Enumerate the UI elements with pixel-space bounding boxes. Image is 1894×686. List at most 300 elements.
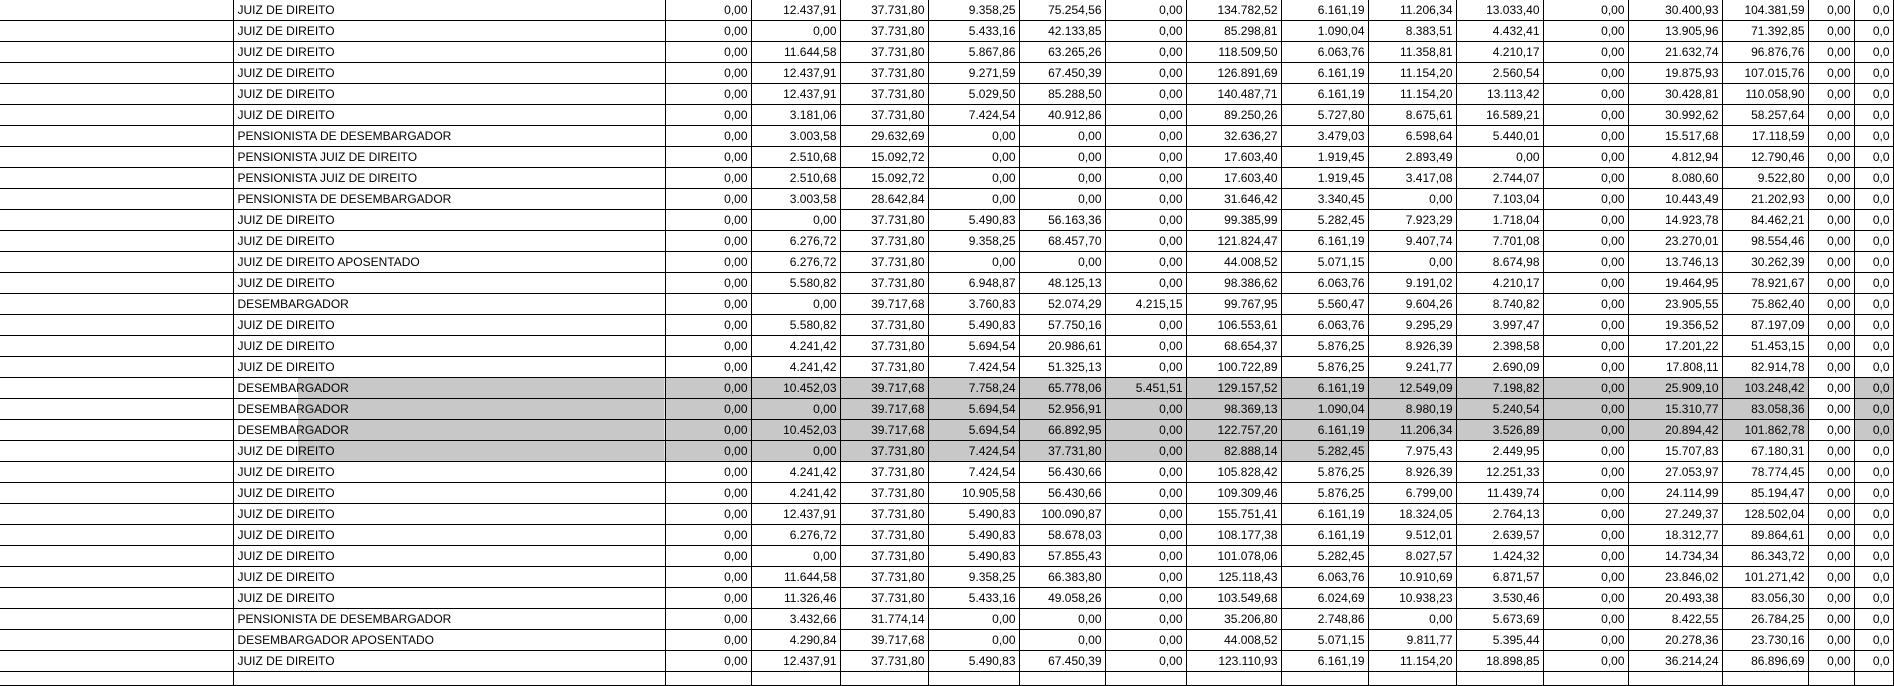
value-cell[interactable]: 18.898,85 xyxy=(1456,651,1543,672)
value-cell[interactable]: 15.092,72 xyxy=(840,147,928,168)
value-cell[interactable]: 4.290,84 xyxy=(751,630,840,651)
value-cell[interactable]: 85.194,47 xyxy=(1722,483,1808,504)
cargo-cell[interactable]: DESEMBARGADOR xyxy=(233,420,665,441)
value-cell[interactable]: 28.642,84 xyxy=(840,189,928,210)
value-cell[interactable]: 5.240,54 xyxy=(1456,399,1543,420)
value-cell[interactable]: 5.451,51 xyxy=(1105,378,1186,399)
value-cell[interactable]: 2.398,58 xyxy=(1456,336,1543,357)
value-cell[interactable]: 57.855,43 xyxy=(1019,546,1105,567)
value-cell[interactable]: 0,00 xyxy=(1808,21,1854,42)
value-cell[interactable]: 12.790,46 xyxy=(1722,147,1808,168)
value-cell[interactable]: 66.892,95 xyxy=(1019,420,1105,441)
value-cell[interactable]: 1.090,04 xyxy=(1281,399,1368,420)
value-cell[interactable]: 109.309,46 xyxy=(1186,483,1281,504)
value-cell[interactable]: 0,00 xyxy=(665,525,751,546)
value-cell[interactable]: 23.846,02 xyxy=(1628,567,1722,588)
value-cell[interactable]: 0,00 xyxy=(928,609,1019,630)
row-header-cell[interactable] xyxy=(0,147,233,168)
value-cell[interactable]: 17.201,22 xyxy=(1628,336,1722,357)
value-cell[interactable]: 37.731,80 xyxy=(840,483,928,504)
value-cell[interactable]: 19.464,95 xyxy=(1628,273,1722,294)
value-cell[interactable]: 0,00 xyxy=(1105,0,1186,21)
table-row[interactable] xyxy=(0,42,1893,63)
value-cell[interactable]: 4.241,42 xyxy=(751,336,840,357)
value-cell[interactable]: 0,00 xyxy=(1808,105,1854,126)
value-cell[interactable]: 0,00 xyxy=(1543,504,1628,525)
row-header-cell[interactable] xyxy=(0,84,233,105)
table-row[interactable] xyxy=(0,399,1893,420)
value-cell[interactable]: 49.058,26 xyxy=(1019,588,1105,609)
value-cell[interactable]: 0,0 xyxy=(1854,588,1893,609)
value-cell[interactable]: 11.154,20 xyxy=(1368,651,1456,672)
row-header-cell[interactable] xyxy=(0,525,233,546)
value-cell[interactable]: 5.867,86 xyxy=(928,42,1019,63)
value-cell[interactable]: 0,00 xyxy=(1105,315,1186,336)
value-cell[interactable]: 5.580,82 xyxy=(751,315,840,336)
row-header-cell[interactable] xyxy=(0,273,233,294)
value-cell[interactable]: 5.282,45 xyxy=(1281,546,1368,567)
value-cell[interactable]: 0,00 xyxy=(1808,399,1854,420)
table-row[interactable] xyxy=(0,651,1893,672)
value-cell[interactable]: 36.214,24 xyxy=(1628,651,1722,672)
value-cell[interactable]: 68.457,70 xyxy=(1019,231,1105,252)
table-row[interactable] xyxy=(0,336,1893,357)
table-row[interactable] xyxy=(0,672,1893,686)
value-cell[interactable]: 5.071,15 xyxy=(1281,252,1368,273)
value-cell[interactable]: 5.876,25 xyxy=(1281,462,1368,483)
value-cell[interactable]: 0,00 xyxy=(665,420,751,441)
value-cell[interactable]: 0,00 xyxy=(665,651,751,672)
value-cell[interactable]: 2.748,86 xyxy=(1281,609,1368,630)
cargo-cell[interactable]: JUIZ DE DIREITO xyxy=(233,504,665,525)
value-cell[interactable]: 30.400,93 xyxy=(1628,0,1722,21)
cargo-cell[interactable]: JUIZ DE DIREITO xyxy=(233,483,665,504)
value-cell[interactable]: 3.003,58 xyxy=(751,126,840,147)
cargo-cell[interactable]: PENSIONISTA DE DESEMBARGADOR xyxy=(233,609,665,630)
table-row[interactable] xyxy=(0,462,1893,483)
table-row[interactable] xyxy=(0,231,1893,252)
cargo-cell[interactable]: JUIZ DE DIREITO xyxy=(233,336,665,357)
value-cell[interactable]: 9.358,25 xyxy=(928,567,1019,588)
value-cell[interactable]: 85.298,81 xyxy=(1186,21,1281,42)
value-cell[interactable]: 0,00 xyxy=(665,630,751,651)
value-cell[interactable]: 0,00 xyxy=(1808,315,1854,336)
value-cell[interactable]: 0,00 xyxy=(1543,84,1628,105)
value-cell[interactable]: 0,00 xyxy=(665,357,751,378)
value-cell[interactable]: 0,00 xyxy=(1543,63,1628,84)
value-cell[interactable]: 0,00 xyxy=(1543,126,1628,147)
value-cell[interactable]: 82.914,78 xyxy=(1722,357,1808,378)
value-cell[interactable]: 0,0 xyxy=(1854,273,1893,294)
row-header-cell[interactable] xyxy=(0,294,233,315)
row-header-cell[interactable] xyxy=(0,21,233,42)
value-cell[interactable]: 0,00 xyxy=(928,252,1019,273)
value-cell[interactable]: 98.369,13 xyxy=(1186,399,1281,420)
value-cell[interactable]: 0,00 xyxy=(1543,630,1628,651)
value-cell[interactable]: 0,0 xyxy=(1854,567,1893,588)
value-cell[interactable]: 6.276,72 xyxy=(751,252,840,273)
value-cell[interactable]: 101.862,78 xyxy=(1722,420,1808,441)
value-cell[interactable]: 6.063,76 xyxy=(1281,567,1368,588)
value-cell[interactable]: 0,00 xyxy=(1808,357,1854,378)
value-cell[interactable]: 5.490,83 xyxy=(928,210,1019,231)
value-cell[interactable]: 37.731,80 xyxy=(1019,441,1105,462)
table-row[interactable] xyxy=(0,105,1893,126)
value-cell[interactable]: 6.161,19 xyxy=(1281,231,1368,252)
value-cell[interactable]: 0,00 xyxy=(1543,231,1628,252)
value-cell[interactable]: 6.276,72 xyxy=(751,525,840,546)
cargo-cell[interactable]: PENSIONISTA JUIZ DE DIREITO xyxy=(233,168,665,189)
value-cell[interactable] xyxy=(1105,672,1186,686)
value-cell[interactable]: 11.644,58 xyxy=(751,567,840,588)
value-cell[interactable]: 5.395,44 xyxy=(1456,630,1543,651)
value-cell[interactable]: 12.437,91 xyxy=(751,63,840,84)
value-cell[interactable]: 0,0 xyxy=(1854,189,1893,210)
value-cell[interactable]: 37.731,80 xyxy=(840,21,928,42)
cargo-cell[interactable]: JUIZ DE DIREITO xyxy=(233,525,665,546)
value-cell[interactable] xyxy=(1543,672,1628,686)
value-cell[interactable]: 4.432,41 xyxy=(1456,21,1543,42)
table-row[interactable] xyxy=(0,630,1893,651)
value-cell[interactable]: 0,0 xyxy=(1854,210,1893,231)
value-cell[interactable]: 0,00 xyxy=(1543,420,1628,441)
value-cell[interactable]: 8.926,39 xyxy=(1368,462,1456,483)
value-cell[interactable]: 86.896,69 xyxy=(1722,651,1808,672)
value-cell[interactable]: 5.694,54 xyxy=(928,336,1019,357)
value-cell[interactable]: 13.113,42 xyxy=(1456,84,1543,105)
value-cell[interactable]: 0,0 xyxy=(1854,399,1893,420)
value-cell[interactable]: 0,00 xyxy=(665,21,751,42)
value-cell[interactable]: 0,00 xyxy=(1543,252,1628,273)
value-cell[interactable]: 0,00 xyxy=(1105,630,1186,651)
value-cell[interactable]: 37.731,80 xyxy=(840,273,928,294)
value-cell[interactable]: 0,00 xyxy=(1105,609,1186,630)
value-cell[interactable]: 3.417,08 xyxy=(1368,168,1456,189)
cargo-cell[interactable]: JUIZ DE DIREITO xyxy=(233,567,665,588)
value-cell[interactable]: 0,00 xyxy=(1543,294,1628,315)
value-cell[interactable]: 6.063,76 xyxy=(1281,315,1368,336)
value-cell[interactable]: 0,00 xyxy=(1543,483,1628,504)
value-cell[interactable]: 101.078,06 xyxy=(1186,546,1281,567)
value-cell[interactable]: 0,00 xyxy=(1105,651,1186,672)
value-cell[interactable] xyxy=(1019,672,1105,686)
value-cell[interactable]: 39.717,68 xyxy=(840,399,928,420)
table-row[interactable] xyxy=(0,588,1893,609)
value-cell[interactable]: 44.008,52 xyxy=(1186,630,1281,651)
value-cell[interactable]: 23.905,55 xyxy=(1628,294,1722,315)
value-cell[interactable]: 89.250,26 xyxy=(1186,105,1281,126)
value-cell[interactable]: 4.241,42 xyxy=(751,483,840,504)
cargo-cell[interactable]: PENSIONISTA JUIZ DE DIREITO xyxy=(233,147,665,168)
row-header-cell[interactable] xyxy=(0,378,233,399)
value-cell[interactable]: 75.862,40 xyxy=(1722,294,1808,315)
table-row[interactable] xyxy=(0,273,1893,294)
value-cell[interactable]: 0,00 xyxy=(1543,273,1628,294)
value-cell[interactable]: 0,0 xyxy=(1854,168,1893,189)
value-cell[interactable]: 8.675,61 xyxy=(1368,105,1456,126)
value-cell[interactable]: 17.118,59 xyxy=(1722,126,1808,147)
value-cell[interactable]: 0,00 xyxy=(1808,630,1854,651)
value-cell[interactable]: 10.910,69 xyxy=(1368,567,1456,588)
value-cell[interactable]: 2.764,13 xyxy=(1456,504,1543,525)
value-cell[interactable]: 129.157,52 xyxy=(1186,378,1281,399)
value-cell[interactable]: 39.717,68 xyxy=(840,294,928,315)
value-cell[interactable]: 0,00 xyxy=(1808,588,1854,609)
value-cell[interactable]: 6.161,19 xyxy=(1281,525,1368,546)
value-cell[interactable]: 0,00 xyxy=(1543,189,1628,210)
cargo-cell[interactable]: JUIZ DE DIREITO xyxy=(233,273,665,294)
value-cell[interactable]: 110.058,90 xyxy=(1722,84,1808,105)
value-cell[interactable]: 83.056,30 xyxy=(1722,588,1808,609)
value-cell[interactable]: 6.161,19 xyxy=(1281,378,1368,399)
value-cell[interactable]: 0,0 xyxy=(1854,378,1893,399)
value-cell[interactable]: 67.450,39 xyxy=(1019,63,1105,84)
value-cell[interactable]: 3.432,66 xyxy=(751,609,840,630)
value-cell[interactable]: 0,0 xyxy=(1854,84,1893,105)
value-cell[interactable]: 0,00 xyxy=(665,546,751,567)
value-cell[interactable]: 0,00 xyxy=(1368,189,1456,210)
value-cell[interactable]: 37.731,80 xyxy=(840,42,928,63)
value-cell[interactable]: 0,00 xyxy=(751,21,840,42)
value-cell[interactable]: 37.731,80 xyxy=(840,105,928,126)
value-cell[interactable]: 0,00 xyxy=(665,126,751,147)
value-cell[interactable]: 37.731,80 xyxy=(840,441,928,462)
cargo-cell[interactable]: PENSIONISTA DE DESEMBARGADOR xyxy=(233,126,665,147)
value-cell[interactable]: 0,00 xyxy=(1105,168,1186,189)
value-cell[interactable]: 0,00 xyxy=(928,168,1019,189)
value-cell[interactable]: 10.443,49 xyxy=(1628,189,1722,210)
cargo-cell[interactable]: JUIZ DE DIREITO xyxy=(233,210,665,231)
table-row[interactable] xyxy=(0,609,1893,630)
value-cell[interactable]: 0,00 xyxy=(1808,525,1854,546)
value-cell[interactable]: 31.646,42 xyxy=(1186,189,1281,210)
value-cell[interactable]: 3.479,03 xyxy=(1281,126,1368,147)
row-header-cell[interactable] xyxy=(0,42,233,63)
value-cell[interactable]: 0,00 xyxy=(665,84,751,105)
value-cell[interactable]: 32.636,27 xyxy=(1186,126,1281,147)
value-cell[interactable]: 30.992,62 xyxy=(1628,105,1722,126)
value-cell[interactable]: 0,00 xyxy=(1543,378,1628,399)
value-cell[interactable]: 0,00 xyxy=(1543,168,1628,189)
table-row[interactable] xyxy=(0,147,1893,168)
value-cell[interactable]: 20.894,42 xyxy=(1628,420,1722,441)
value-cell[interactable]: 9.407,74 xyxy=(1368,231,1456,252)
row-header-cell[interactable] xyxy=(0,105,233,126)
row-header-cell[interactable] xyxy=(0,420,233,441)
value-cell[interactable]: 0,00 xyxy=(1808,189,1854,210)
value-cell[interactable]: 0,00 xyxy=(1808,168,1854,189)
value-cell[interactable]: 9.241,77 xyxy=(1368,357,1456,378)
value-cell[interactable] xyxy=(1808,672,1854,686)
value-cell[interactable]: 0,00 xyxy=(1808,651,1854,672)
value-cell[interactable]: 0,0 xyxy=(1854,504,1893,525)
value-cell[interactable]: 0,00 xyxy=(665,315,751,336)
value-cell[interactable]: 0,00 xyxy=(665,168,751,189)
value-cell[interactable]: 0,0 xyxy=(1854,546,1893,567)
value-cell[interactable]: 37.731,80 xyxy=(840,315,928,336)
value-cell[interactable]: 2.510,68 xyxy=(751,168,840,189)
value-cell[interactable]: 3.526,89 xyxy=(1456,420,1543,441)
value-cell[interactable]: 6.276,72 xyxy=(751,231,840,252)
cargo-cell[interactable]: DESEMBARGADOR xyxy=(233,294,665,315)
table-row[interactable] xyxy=(0,525,1893,546)
value-cell[interactable]: 0,00 xyxy=(665,105,751,126)
value-cell[interactable]: 27.053,97 xyxy=(1628,462,1722,483)
value-cell[interactable] xyxy=(1456,672,1543,686)
value-cell[interactable]: 0,00 xyxy=(1105,504,1186,525)
value-cell[interactable]: 0,00 xyxy=(751,546,840,567)
value-cell[interactable]: 0,00 xyxy=(1543,399,1628,420)
value-cell[interactable]: 10.452,03 xyxy=(751,378,840,399)
row-header-cell[interactable] xyxy=(0,189,233,210)
value-cell[interactable]: 37.731,80 xyxy=(840,651,928,672)
value-cell[interactable]: 8.080,60 xyxy=(1628,168,1722,189)
cargo-cell[interactable]: JUIZ DE DIREITO xyxy=(233,588,665,609)
table-row[interactable] xyxy=(0,504,1893,525)
value-cell[interactable]: 29.632,69 xyxy=(840,126,928,147)
cargo-cell[interactable]: JUIZ DE DIREITO xyxy=(233,84,665,105)
value-cell[interactable]: 0,00 xyxy=(1808,378,1854,399)
value-cell[interactable]: 5.673,69 xyxy=(1456,609,1543,630)
cargo-cell[interactable]: JUIZ DE DIREITO xyxy=(233,441,665,462)
value-cell[interactable]: 0,00 xyxy=(665,336,751,357)
value-cell[interactable]: 0,00 xyxy=(1456,147,1543,168)
value-cell[interactable]: 0,00 xyxy=(1543,105,1628,126)
value-cell[interactable]: 89.864,61 xyxy=(1722,525,1808,546)
value-cell[interactable]: 0,00 xyxy=(665,588,751,609)
value-cell[interactable]: 16.589,21 xyxy=(1456,105,1543,126)
value-cell[interactable]: 0,00 xyxy=(665,252,751,273)
value-cell[interactable]: 0,00 xyxy=(1105,357,1186,378)
value-cell[interactable]: 0,0 xyxy=(1854,420,1893,441)
value-cell[interactable]: 0,0 xyxy=(1854,483,1893,504)
row-header-cell[interactable] xyxy=(0,357,233,378)
value-cell[interactable]: 12.437,91 xyxy=(751,651,840,672)
value-cell[interactable]: 6.799,00 xyxy=(1368,483,1456,504)
row-header-cell[interactable] xyxy=(0,315,233,336)
value-cell[interactable]: 0,0 xyxy=(1854,336,1893,357)
value-cell[interactable]: 2.560,54 xyxy=(1456,63,1543,84)
value-cell[interactable]: 0,00 xyxy=(665,189,751,210)
value-cell[interactable]: 5.433,16 xyxy=(928,21,1019,42)
cargo-cell[interactable] xyxy=(233,672,665,686)
value-cell[interactable]: 0,00 xyxy=(1808,441,1854,462)
value-cell[interactable] xyxy=(751,672,840,686)
value-cell[interactable]: 15.707,83 xyxy=(1628,441,1722,462)
value-cell[interactable]: 0,0 xyxy=(1854,105,1893,126)
value-cell[interactable]: 0,00 xyxy=(1105,336,1186,357)
row-header-cell[interactable] xyxy=(0,336,233,357)
value-cell[interactable]: 0,00 xyxy=(1105,63,1186,84)
value-cell[interactable]: 1.718,04 xyxy=(1456,210,1543,231)
value-cell[interactable]: 9.358,25 xyxy=(928,0,1019,21)
value-cell[interactable]: 2.893,49 xyxy=(1368,147,1456,168)
value-cell[interactable]: 11.644,58 xyxy=(751,42,840,63)
value-cell[interactable]: 37.731,80 xyxy=(840,504,928,525)
value-cell[interactable]: 121.824,47 xyxy=(1186,231,1281,252)
value-cell[interactable]: 0,00 xyxy=(1808,504,1854,525)
row-header-cell[interactable] xyxy=(0,546,233,567)
cargo-cell[interactable]: JUIZ DE DIREITO xyxy=(233,0,665,21)
value-cell[interactable]: 0,00 xyxy=(1105,147,1186,168)
value-cell[interactable]: 18.324,05 xyxy=(1368,504,1456,525)
cargo-cell[interactable]: DESEMBARGADOR APOSENTADO xyxy=(233,630,665,651)
value-cell[interactable]: 0,00 xyxy=(1105,441,1186,462)
value-cell[interactable]: 0,00 xyxy=(1019,252,1105,273)
value-cell[interactable]: 0,0 xyxy=(1854,357,1893,378)
value-cell[interactable]: 11.206,34 xyxy=(1368,420,1456,441)
value-cell[interactable]: 0,0 xyxy=(1854,315,1893,336)
value-cell[interactable]: 2.510,68 xyxy=(751,147,840,168)
value-cell[interactable]: 9.191,02 xyxy=(1368,273,1456,294)
table-row[interactable] xyxy=(0,546,1893,567)
value-cell[interactable]: 9.522,80 xyxy=(1722,168,1808,189)
value-cell[interactable]: 0,00 xyxy=(1543,210,1628,231)
value-cell[interactable]: 5.071,15 xyxy=(1281,630,1368,651)
value-cell[interactable]: 5.876,25 xyxy=(1281,336,1368,357)
value-cell[interactable]: 11.326,46 xyxy=(751,588,840,609)
value-cell[interactable]: 0,00 xyxy=(1105,42,1186,63)
value-cell[interactable]: 0,00 xyxy=(665,231,751,252)
value-cell[interactable]: 0,00 xyxy=(1543,567,1628,588)
value-cell[interactable]: 37.731,80 xyxy=(840,336,928,357)
table-row[interactable] xyxy=(0,567,1893,588)
value-cell[interactable]: 0,00 xyxy=(1019,189,1105,210)
value-cell[interactable]: 8.383,51 xyxy=(1368,21,1456,42)
value-cell[interactable]: 0,00 xyxy=(1105,462,1186,483)
value-cell[interactable]: 63.265,26 xyxy=(1019,42,1105,63)
value-cell[interactable]: 5.490,83 xyxy=(928,504,1019,525)
value-cell[interactable]: 51.453,15 xyxy=(1722,336,1808,357)
value-cell[interactable]: 0,00 xyxy=(751,441,840,462)
value-cell[interactable]: 7.424,54 xyxy=(928,357,1019,378)
value-cell[interactable]: 0,00 xyxy=(1105,210,1186,231)
row-header-cell[interactable] xyxy=(0,567,233,588)
value-cell[interactable]: 0,00 xyxy=(1808,483,1854,504)
value-cell[interactable]: 107.015,76 xyxy=(1722,63,1808,84)
value-cell[interactable]: 0,00 xyxy=(1543,315,1628,336)
value-cell[interactable]: 0,0 xyxy=(1854,609,1893,630)
value-cell[interactable]: 12.437,91 xyxy=(751,504,840,525)
value-cell[interactable]: 0,0 xyxy=(1854,294,1893,315)
value-cell[interactable] xyxy=(928,672,1019,686)
value-cell[interactable] xyxy=(1281,672,1368,686)
value-cell[interactable]: 39.717,68 xyxy=(840,420,928,441)
value-cell[interactable]: 0,00 xyxy=(665,42,751,63)
row-header-cell[interactable] xyxy=(0,609,233,630)
row-header-cell[interactable] xyxy=(0,63,233,84)
value-cell[interactable]: 0,00 xyxy=(1808,210,1854,231)
value-cell[interactable]: 5.490,83 xyxy=(928,651,1019,672)
value-cell[interactable]: 5.876,25 xyxy=(1281,483,1368,504)
value-cell[interactable]: 2.744,07 xyxy=(1456,168,1543,189)
value-cell[interactable]: 86.343,72 xyxy=(1722,546,1808,567)
value-cell[interactable]: 8.740,82 xyxy=(1456,294,1543,315)
value-cell[interactable]: 103.248,42 xyxy=(1722,378,1808,399)
value-cell[interactable]: 0,00 xyxy=(1543,462,1628,483)
value-cell[interactable]: 21.632,74 xyxy=(1628,42,1722,63)
row-header-cell[interactable] xyxy=(0,588,233,609)
value-cell[interactable]: 9.358,25 xyxy=(928,231,1019,252)
value-cell[interactable]: 0,00 xyxy=(1543,525,1628,546)
table-row[interactable] xyxy=(0,441,1893,462)
value-cell[interactable]: 0,00 xyxy=(1543,588,1628,609)
value-cell[interactable]: 23.730,16 xyxy=(1722,630,1808,651)
value-cell[interactable]: 18.312,77 xyxy=(1628,525,1722,546)
value-cell[interactable] xyxy=(840,672,928,686)
value-cell[interactable]: 0,00 xyxy=(1105,483,1186,504)
value-cell[interactable]: 10.938,23 xyxy=(1368,588,1456,609)
